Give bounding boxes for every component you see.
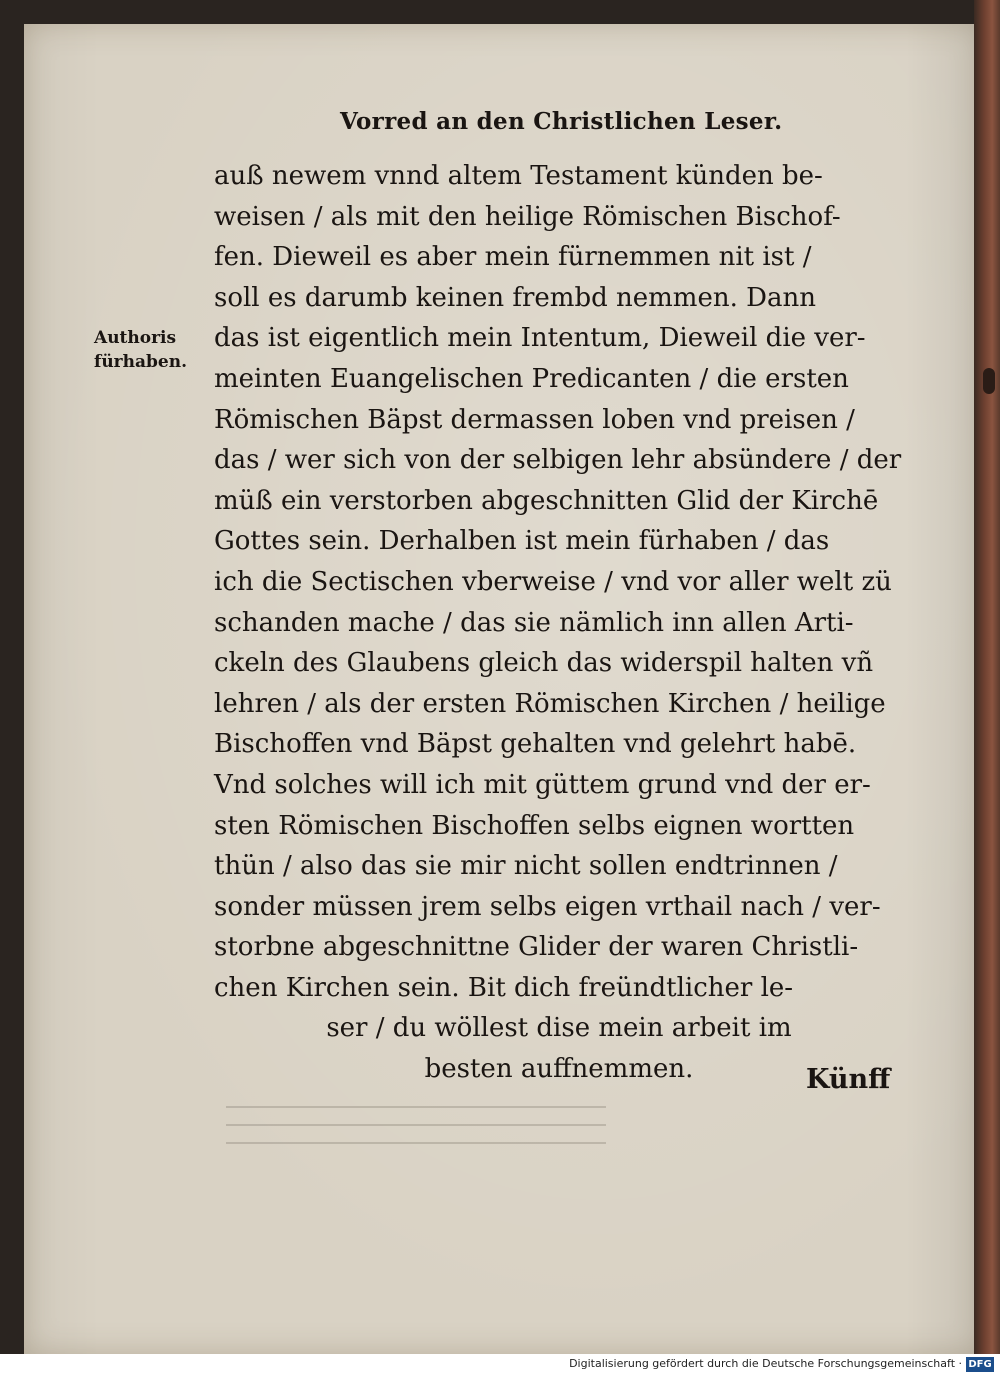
text-line: das / wer sich von der selbigen lehr absündere / der <box>214 445 902 476</box>
text-line: müß ein verstorben abgeschnitten Glid der Kirchē <box>214 485 879 516</box>
text-line: schanden mache / das sie nämlich inn allen Arti- <box>214 607 854 638</box>
text-line: ser / du wöllest dise mein arbeit im <box>326 1013 792 1044</box>
text-line: Vnd solches will ich mit güttem grund vnd der er- <box>214 769 871 800</box>
text-line: Römischen Bäpst dermassen loben vnd preisen / <box>214 404 855 435</box>
body-text <box>214 156 904 1090</box>
text-line: weisen / als mit den heilige Römischen Bischof- <box>214 201 841 232</box>
margin-note-line: fürhaben. <box>94 352 187 372</box>
text-line: soll es darumb keinen frembd nemmen. Dann <box>214 282 816 313</box>
text-line: das ist eigentlich mein Intentum, Dieweil die ver- <box>214 323 866 354</box>
margin-note-line: Authoris <box>94 328 177 348</box>
footer-bar <box>0 1354 1000 1376</box>
text-line: auß newem vnnd altem Testament künden be- <box>214 161 823 191</box>
text-line: lehren / als der ersten Römischen Kirchen / heilige <box>214 688 886 719</box>
text-line: chen Kirchen sein. Bit dich freündtlicher le- <box>214 972 794 1003</box>
text-line: fen. Dieweil es aber mein fürnemmen nit ist / <box>214 242 812 273</box>
margin-note <box>94 326 204 374</box>
dfg-logo: DFG <box>966 1357 994 1372</box>
text-line: storbne abgeschnittne Glider der waren Christli- <box>214 932 859 963</box>
text-line: besten auffnemmen. <box>424 1054 694 1085</box>
book-spine-edge <box>974 0 1000 1354</box>
text-line: sten Römischen Bischoffen selbs eignen wortten <box>214 810 855 841</box>
catchword: Künff <box>806 1064 891 1095</box>
text-line: sonder müssen jrem selbs eigen vrthail nach / ver- <box>214 891 881 922</box>
text-line: Gottes sein. Derhalben ist mein fürhaben / das <box>214 526 830 557</box>
text-line: meinten Euangelischen Predicanten / die ersten <box>214 363 849 394</box>
funding-notice: Digitalisierung gefördert durch die Deutsche Forschungsgemeinschaft · <box>569 1357 962 1370</box>
text-line: Bischoffen vnd Bäpst gehalten vnd gelehrt habē. <box>214 729 857 760</box>
binding-hole <box>983 368 995 394</box>
show-through-text <box>226 1090 606 1180</box>
text-line: thün / also das sie mir nicht sollen endtrinnen / <box>214 851 838 882</box>
running-head: Vorred an den Christlichen Leser. <box>340 108 783 135</box>
text-line: ich die Sectischen vberweise / vnd vor aller welt zü <box>214 566 892 597</box>
text-line: ckeln des Glaubens gleich das widerspil halten vñ <box>214 648 874 679</box>
